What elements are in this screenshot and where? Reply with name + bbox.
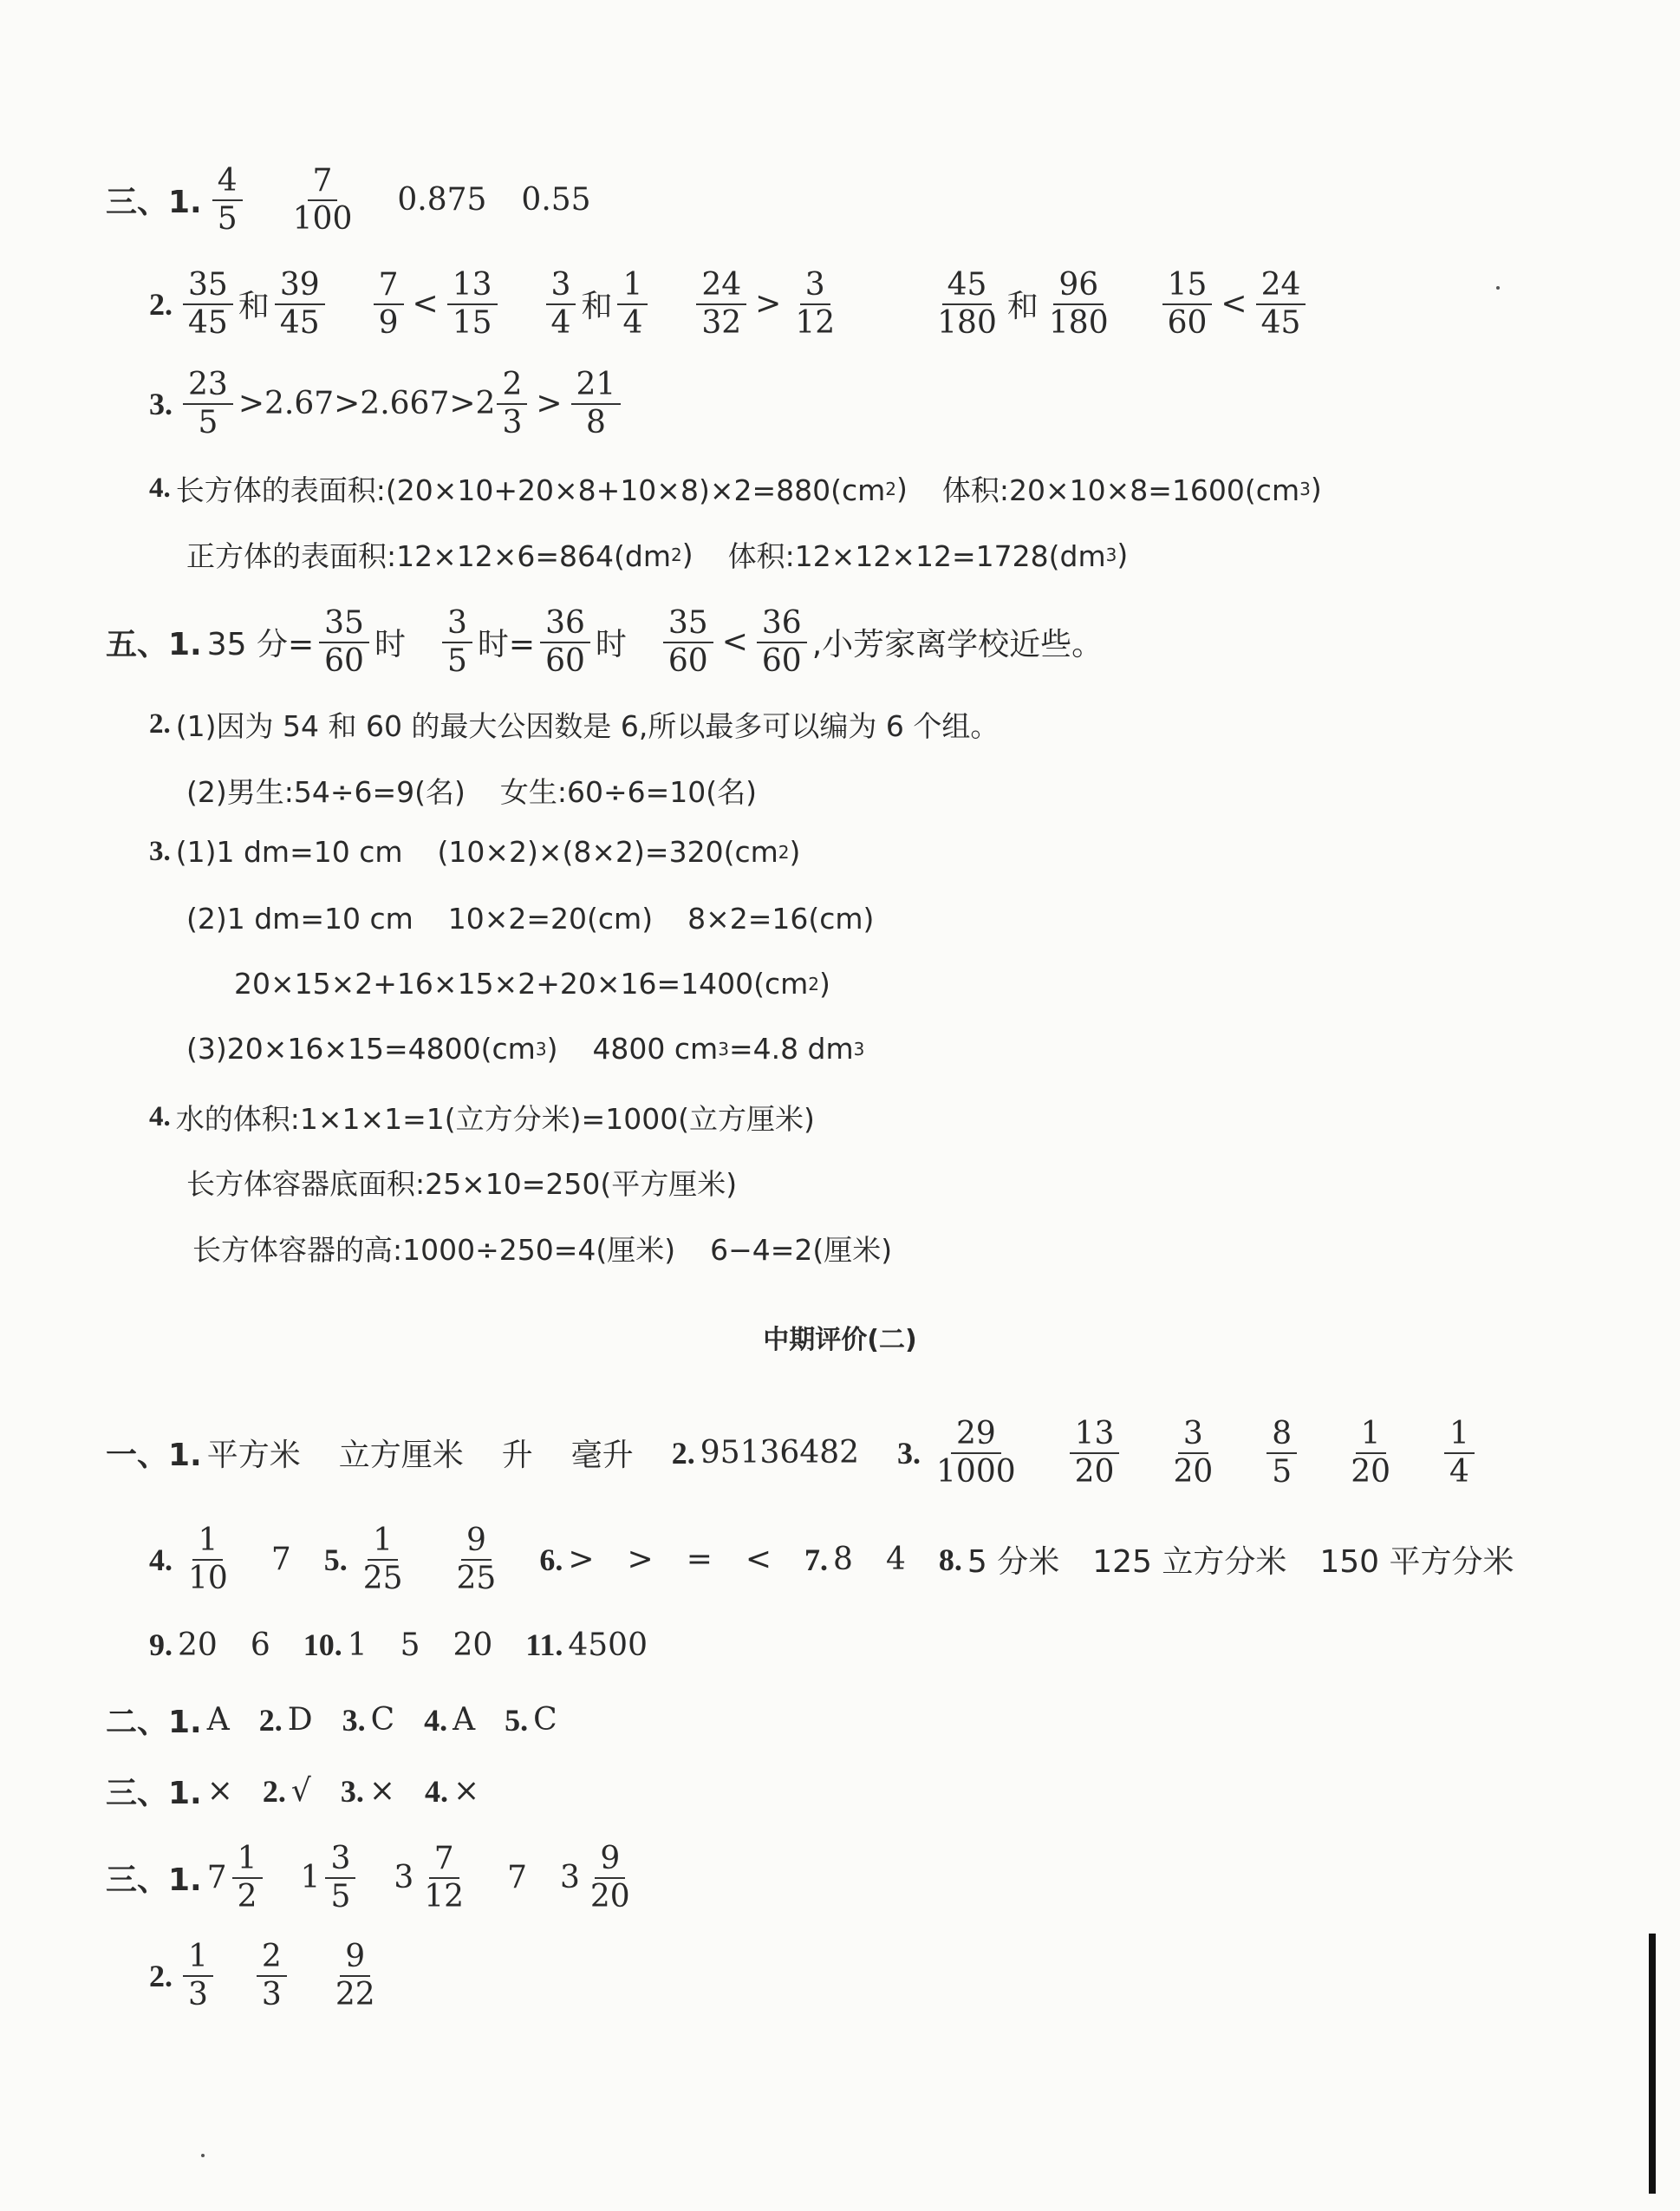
- fraction: 39 45: [275, 269, 325, 340]
- fraction: 1 4: [1444, 1418, 1475, 1489]
- answer-3-3: 3. 23 5 >2.67>2.667>2 2 3 > 21 8: [149, 368, 626, 440]
- fraction: 7 12: [424, 1841, 465, 1914]
- fraction: 24 32: [696, 269, 746, 340]
- item-label: 3.: [149, 386, 173, 421]
- item-label: 2.: [149, 286, 173, 322]
- fraction: 13 20: [1070, 1418, 1120, 1489]
- midterm-9-11: 9. 20 6 10. 1 5 20 11. 4500: [149, 1627, 648, 1663]
- fraction: 1 3: [183, 1940, 213, 2012]
- answer-5-1: 五、1. 35 分= $\frac{35}{60}$ 时 3 5 时= $\frac{36}{60}$ 时 35 60 < 36 60 ,小芳家离学校近些。: [106, 605, 1104, 679]
- midterm-1: 一、1. 平方米 立方厘米 升 毫升 2. 95136482 3. 29 1000 13 20 3 20 8 5 1 20 1 4: [106, 1418, 1480, 1489]
- midterm-choice: 二、1. A 2. D 3. C 4. A 5. C: [106, 1702, 557, 1740]
- answer-3-4-line2: 正方体的表面积:12×12×6=864(dm 2 ) 体积:12×12×12=1728(dm 3 ): [186, 538, 1129, 573]
- fraction: $\frac{36}{60}$: [540, 607, 590, 678]
- fraction: 13 15: [447, 269, 498, 340]
- fraction: 1 4: [617, 269, 648, 340]
- fraction: 15 60: [1162, 269, 1213, 340]
- fraction: 1 10: [188, 1523, 228, 1596]
- fraction: 45 180: [937, 267, 997, 341]
- answer-5-2-line1: 2. (1)因为 54 和 60 的最大公因数是 6,所以最多可以编为 6 个组。: [149, 708, 1000, 743]
- midterm-calc-1: 三、1. 7 1 2 1 3 5 3 7 12 7 3 9 20: [106, 1842, 641, 1914]
- answer-5-3-line3: 20×15×2+16×15×2+20×16=1400(cm 2 ): [234, 967, 830, 1001]
- scan-dot: [201, 2154, 205, 2157]
- fraction: 1 20: [1351, 1416, 1390, 1490]
- fraction: 3 12: [795, 267, 836, 341]
- fraction: 9 20: [589, 1841, 630, 1914]
- section-heading: 中期评价(二): [763, 1325, 917, 1355]
- answer-5-2-line2: (2)男生:54÷6=9(名) 女生:60÷6=10(名): [186, 775, 758, 809]
- fraction: 3 4: [546, 269, 576, 340]
- fraction: 96 180: [1048, 267, 1109, 341]
- scan-edge-mark: [1649, 1934, 1656, 2194]
- midterm-calc-2: 2. 1 3 2 3 9 22: [149, 1940, 386, 2012]
- fraction: 21 8: [571, 368, 622, 440]
- answer-3-1: [106, 165, 591, 236]
- fraction: 2 3: [497, 368, 527, 440]
- fraction: $\frac{35}{60}$: [319, 607, 369, 678]
- fraction: 9 25: [456, 1523, 497, 1596]
- answer-5-3-line2: (2)1 dm=10 cm 10×2=20(cm) 8×2=16(cm): [186, 902, 875, 936]
- fraction: 9 22: [335, 1939, 375, 2012]
- fraction: 7 9: [374, 269, 404, 340]
- fraction: 7 100: [292, 163, 353, 237]
- fraction: 35 45: [183, 269, 233, 340]
- decimal: 0.55: [521, 182, 591, 218]
- answer-3-4-line1: 4. 长方体的表面积:(20×10+20×8+10×8)×2=880(cm 2 ) 体积:20×10×8=1600(cm 3 ): [149, 472, 1322, 507]
- fraction: 24 45: [1256, 269, 1306, 340]
- fraction: 1 25: [362, 1523, 403, 1596]
- fraction: 35 60: [663, 607, 713, 678]
- answer-5-3-line1: 3. (1)1 dm=10 cm (10×2)×(8×2)=320(cm 2 ): [149, 835, 801, 869]
- fraction: 3 20: [1173, 1416, 1214, 1490]
- fraction: 8 5: [1267, 1418, 1297, 1489]
- midterm-4-8: 4. 1 10 7 5. 1 25 9 25 6. > > = < 7. 8 4 8. 5 分米 125 立方分米 150 平方分米: [149, 1523, 1514, 1596]
- fraction: 36 60: [757, 607, 807, 678]
- midterm-judge: 三、1. × 2. √ 3. × 4. ×: [106, 1773, 480, 1811]
- decimal: 0.875: [397, 182, 487, 218]
- fraction: 23 5: [183, 368, 233, 440]
- scan-dot: [1496, 286, 1500, 290]
- item-label: 三、1.: [106, 185, 202, 221]
- fraction: 4 5: [212, 165, 243, 236]
- fraction: 1 2: [232, 1842, 263, 1914]
- fraction: 3 5: [325, 1842, 355, 1914]
- fraction: 2 3: [257, 1940, 287, 2012]
- answer-5-3-line4: (3)20×16×15=4800(cm 3 ) 4800 cm 3 =4.8 dm 3: [186, 1032, 865, 1066]
- answer-5-4-line1: 4. 水的体积:1×1×1=1(立方分米)=1000(立方厘米): [149, 1101, 815, 1136]
- answer-5-4-line2: 长方体容器底面积:25×10=250(平方厘米): [186, 1167, 738, 1201]
- answer-3-2: 2. 35 45 和 39 45 7 9 < 13 15 3 4 和 1 4 24 32 > 3 12 45 180 和 96 180 15 60 < 24 45: [149, 269, 1311, 340]
- fraction: 29 1000: [936, 1416, 1016, 1490]
- answer-5-4-line3: 长方体容器的高:1000÷250=4(厘米) 6−4=2(厘米): [192, 1233, 893, 1267]
- fraction: 3 5: [442, 607, 472, 678]
